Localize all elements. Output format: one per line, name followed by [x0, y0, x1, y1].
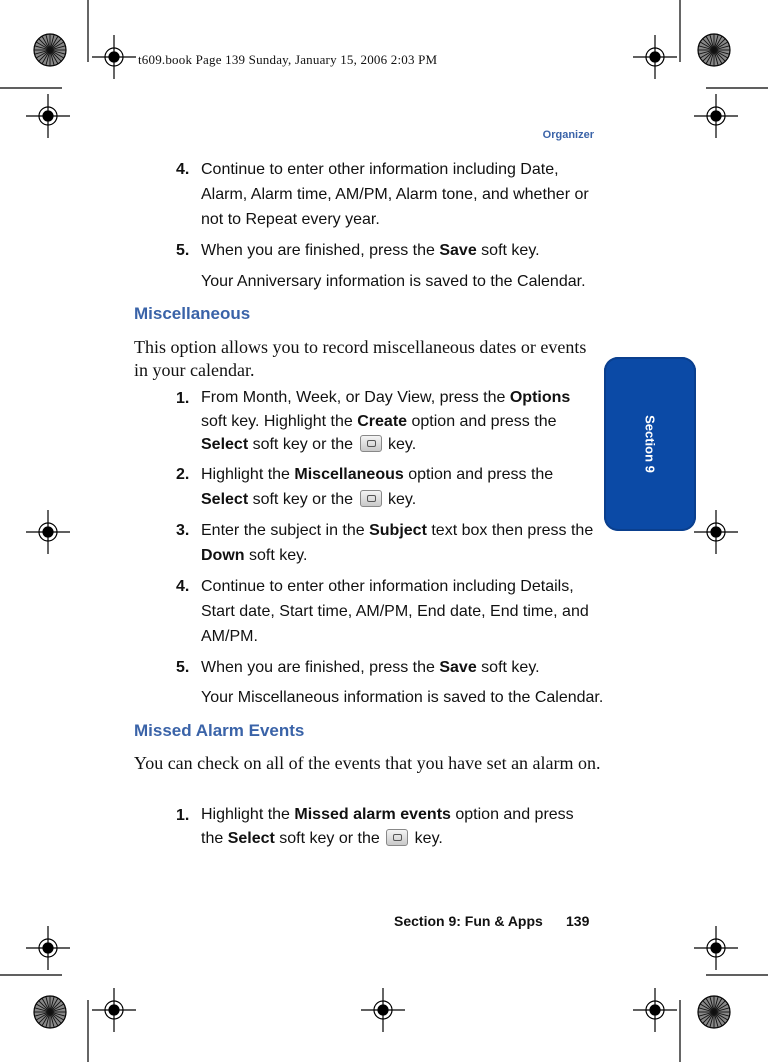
starburst-mark-icon — [34, 996, 66, 1028]
section-tab-label: Section 9 — [642, 415, 658, 473]
step-number: 1. — [176, 390, 190, 407]
starburst-mark-icon — [698, 996, 730, 1028]
registration-mark-icon — [694, 94, 738, 138]
registration-mark-icon — [633, 988, 677, 1032]
step-5-top — [176, 238, 596, 263]
registration-mark-icon — [26, 926, 70, 970]
misc-step-5 — [176, 655, 596, 680]
misc-step-4 — [176, 574, 596, 649]
step-text: Highlight the Miscellaneous option and press the Select soft key or the key. — [201, 466, 554, 508]
registration-mark-icon — [361, 988, 405, 1032]
registration-mark-icon — [633, 35, 677, 79]
starburst-mark-icon — [34, 34, 66, 66]
missed-step-1 — [176, 803, 596, 850]
book-info-line: t609.book Page 139 Sunday, January 15, 2006 2:03 PM — [138, 52, 438, 67]
step-number: 1. — [176, 807, 190, 824]
page-number: 139 — [566, 913, 590, 929]
step-number: 5. — [176, 659, 190, 676]
registration-mark-icon — [26, 94, 70, 138]
anniversary-note: Your Anniversary information is saved to the Calendar. — [201, 273, 586, 290]
footer-section: Section 9: Fun & Apps — [394, 913, 543, 929]
step-4-top — [176, 157, 596, 232]
registration-mark-icon — [92, 35, 136, 79]
miscellaneous-heading: Miscellaneous — [134, 304, 251, 323]
missed-alarm-paragraph: You can check on all of the events that you have set an alarm on. — [134, 753, 601, 773]
step-text: Enter the subject in the Subject text box then press the Down soft key. — [201, 522, 594, 564]
miscellaneous-paragraph: This option allows you to record miscellaneous dates or events in your calendar. — [134, 337, 587, 380]
step-text: When you are finished, press the Save soft key. — [201, 659, 540, 676]
step-text: Continue to enter other information including Details, Start date, Start time, AM/PM, End date, End time, and AM/PM. — [201, 578, 589, 645]
missed-alarm-heading: Missed Alarm Events — [134, 721, 305, 740]
step-number: 4. — [176, 578, 190, 595]
registration-mark-icon — [694, 510, 738, 554]
misc-step-3 — [176, 518, 596, 568]
miscellaneous-note: Your Miscellaneous information is saved to the Calendar. — [201, 689, 604, 706]
select-key-icon — [360, 490, 382, 507]
registration-mark-icon — [26, 510, 70, 554]
step-number: 3. — [176, 522, 190, 539]
select-key-icon — [360, 435, 382, 452]
step-text: When you are finished, press the Save soft key. — [201, 242, 540, 259]
page-header: Organizer — [542, 129, 594, 141]
step-text: Highlight the Missed alarm events option and press the Select soft key or the key. — [201, 806, 574, 847]
misc-step-1 — [176, 386, 596, 457]
registration-mark-icon — [92, 988, 136, 1032]
step-number: 5. — [176, 242, 190, 259]
step-number: 4. — [176, 161, 190, 178]
step-number: 2. — [176, 466, 190, 483]
select-key-icon — [386, 829, 408, 846]
misc-step-2 — [176, 462, 596, 512]
starburst-mark-icon — [698, 34, 730, 66]
step-text: Continue to enter other information including Date, Alarm, Alarm time, AM/PM, Alarm tone, and whether or not to Repeat every year. — [201, 161, 589, 228]
step-text: From Month, Week, or Day View, press the Options soft key. Highlight the Create option and press the Select soft key or the key. — [201, 389, 571, 453]
registration-mark-icon — [694, 926, 738, 970]
